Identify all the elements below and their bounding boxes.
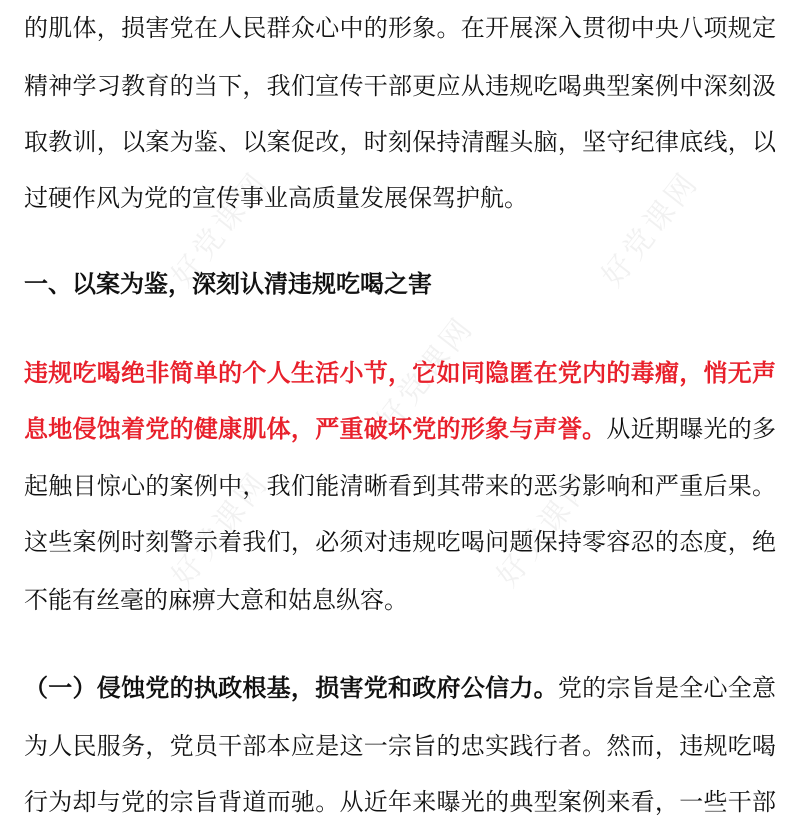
watermark: 好党课网: [490, 464, 602, 594]
paragraph-line: 过硬作风为党的宣传事业高质量发展保驾护航。: [24, 184, 528, 212]
paragraph-line: [24, 413, 776, 445]
paragraph-line: 不能有丝毫的麻痹大意和姑息纵容。: [24, 586, 408, 614]
watermark: 好党课网: [165, 164, 277, 294]
paragraph-line: 为人民服务，党员干部本应是这一宗旨的忠实践行者。然而，违规吃喝: [24, 732, 776, 760]
highlight-text: 息地侵蚀着党的健康肌体，严重破坏党的形象与声誉。: [24, 415, 607, 443]
paragraph-text: 党的宗旨是全心全意: [557, 674, 776, 702]
highlight-line: 违规吃喝绝非简单的个人生活小节，它如同隐匿在党内的毒瘤，悄无声: [24, 359, 776, 387]
watermark: 好党课网: [370, 309, 482, 439]
paragraph-line: 的肌体，损害党在人民群众心中的形象。在开展深入贯彻中央八项规定: [24, 14, 776, 42]
paragraph-line: [24, 672, 776, 704]
paragraph-line: 这些案例时刻警示着我们，必须对违规吃喝问题保持零容忍的态度，绝: [24, 528, 776, 556]
subheading-text: （一）侵蚀党的执政根基，损害党和政府公信力。: [24, 674, 558, 702]
watermark: 好党课网: [165, 464, 277, 594]
paragraph-line: 取教训，以案为鉴、以案促改，时刻保持清醒头脑，坚守纪律底线，以: [24, 128, 776, 156]
paragraph-text: 从近期曝光的多: [606, 415, 776, 443]
section-heading: 一、以案为鉴，深刻认清违规吃喝之害: [24, 270, 432, 298]
paragraph-line: 精神学习教育的当下，我们宣传干部更应从违规吃喝典型案例中深刻汲: [24, 72, 776, 100]
paragraph-line: 行为却与党的宗旨背道而驰。从近年来曝光的典型案例来看，一些干部: [24, 788, 776, 816]
watermark: 好党课网: [595, 164, 707, 294]
paragraph-line: 起触目惊心的案例中，我们能清晰看到其带来的恶劣影响和严重后果。: [24, 472, 776, 500]
